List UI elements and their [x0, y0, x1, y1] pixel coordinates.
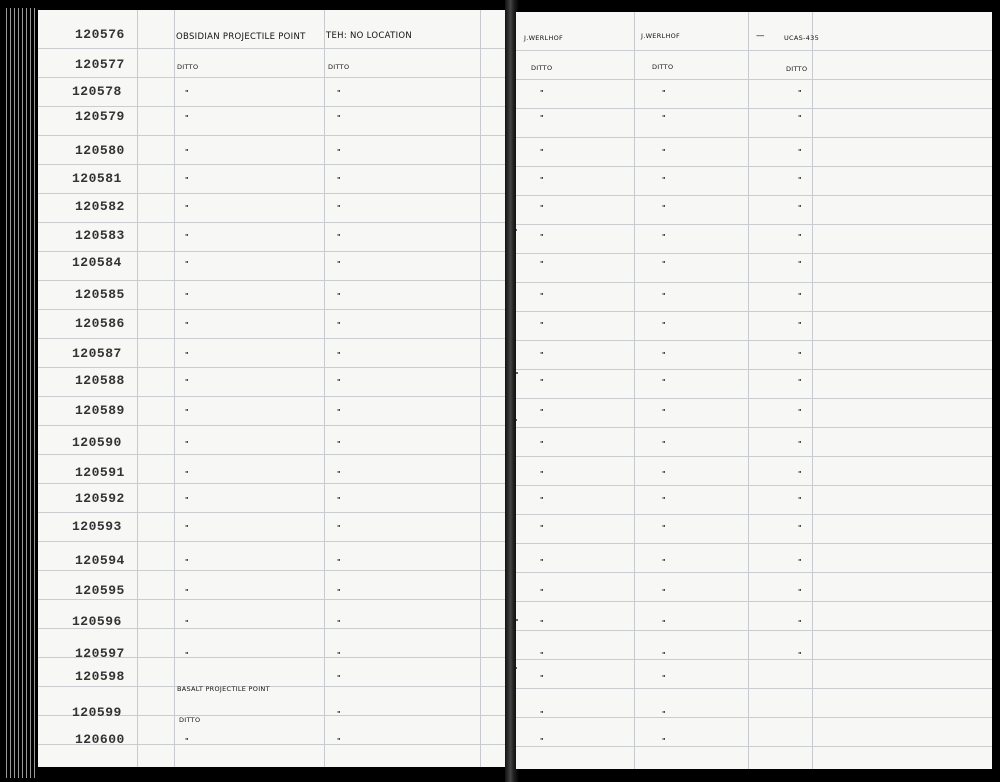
ditto-mark: "	[337, 651, 341, 659]
left-column-divider	[480, 10, 481, 767]
right-rule-line	[516, 543, 992, 544]
right-rule-line	[516, 688, 992, 689]
ditto-mark: "	[337, 470, 341, 478]
left-ledger-page	[38, 10, 512, 767]
catalog-number: 120579	[75, 109, 125, 124]
left-column-divider	[174, 10, 175, 767]
right-rule-line	[516, 79, 992, 80]
dash: —	[756, 31, 765, 41]
ditto-mark: "	[185, 558, 189, 566]
locality: DITTO	[328, 63, 350, 71]
ditto-mark: "	[185, 292, 189, 300]
catalog-number: 120594	[75, 553, 125, 568]
right-rule-line	[516, 601, 992, 602]
ditto-mark: "	[337, 440, 341, 448]
left-rule-line	[38, 251, 512, 252]
ditto-mark: "	[662, 260, 666, 268]
ditto-mark: "	[185, 588, 189, 596]
right-rule-line	[516, 746, 992, 747]
ink-speck	[516, 372, 518, 374]
ditto-mark: "	[662, 176, 666, 184]
left-rule-line	[38, 599, 512, 600]
left-rule-line	[38, 48, 512, 49]
ditto-mark: "	[662, 89, 666, 97]
ditto-mark: "	[662, 321, 666, 329]
catalog-number: 120578	[72, 84, 122, 99]
ink-speck	[516, 667, 517, 669]
ditto-mark: "	[662, 588, 666, 596]
ditto-mark: "	[185, 470, 189, 478]
ditto-mark: "	[540, 176, 544, 184]
ditto-mark: "	[185, 260, 189, 268]
catalog-number: 120598	[75, 669, 125, 684]
left-rule-line	[38, 309, 512, 310]
right-rule-line	[516, 398, 992, 399]
catalog-number: 120592	[75, 491, 125, 506]
right-rule-line	[516, 311, 992, 312]
ditto-mark: "	[662, 351, 666, 359]
catalog-number: 120577	[75, 57, 125, 72]
ink-speck	[516, 619, 518, 621]
ditto-mark: "	[540, 89, 544, 97]
ditto-mark: "	[798, 292, 802, 300]
left-rule-line	[38, 541, 512, 542]
right-rule-line	[516, 485, 992, 486]
ditto-mark: "	[540, 619, 544, 627]
catalog-number: 120596	[72, 614, 122, 629]
catalog-number: 120584	[72, 255, 122, 270]
catalog-number: 120593	[72, 519, 122, 534]
ditto-mark: "	[798, 114, 802, 122]
left-rule-line	[38, 193, 512, 194]
ditto-mark: "	[185, 440, 189, 448]
ditto-mark: "	[662, 524, 666, 532]
ditto-mark: "	[540, 114, 544, 122]
ditto-mark: "	[337, 114, 341, 122]
ditto-mark: "	[540, 588, 544, 596]
ditto-mark: "	[337, 378, 341, 386]
ditto-mark: "	[337, 292, 341, 300]
right-rule-line	[516, 166, 992, 167]
ditto-mark: "	[540, 440, 544, 448]
ditto-mark: "	[185, 408, 189, 416]
ditto-mark: "	[662, 440, 666, 448]
ditto-mark: "	[662, 470, 666, 478]
ditto-mark: "	[337, 710, 341, 718]
catalog-number: 120591	[75, 465, 125, 480]
left-rule-line	[38, 512, 512, 513]
left-rule-line	[38, 135, 512, 136]
ditto-mark: "	[662, 674, 666, 682]
right-column-divider	[634, 12, 635, 769]
ditto-mark: "	[798, 260, 802, 268]
right-rule-line	[516, 659, 992, 660]
ditto-mark: "	[185, 619, 189, 627]
ditto-mark: "	[662, 148, 666, 156]
ditto-mark: "	[185, 496, 189, 504]
ditto-mark: "	[798, 148, 802, 156]
catalog-number: 120590	[72, 435, 122, 450]
catalog-number: 120585	[75, 287, 125, 302]
ditto-mark: "	[662, 292, 666, 300]
ditto-mark: "	[540, 233, 544, 241]
ditto-mark: "	[185, 651, 189, 659]
ditto-mark: "	[337, 233, 341, 241]
ditto-mark: "	[185, 351, 189, 359]
ditto-mark: "	[662, 114, 666, 122]
ink-speck	[516, 229, 517, 231]
ditto-mark: "	[185, 148, 189, 156]
ditto-mark: "	[337, 737, 341, 745]
right-rule-line	[516, 340, 992, 341]
collector: DITTO	[531, 64, 553, 72]
ditto-mark: "	[798, 588, 802, 596]
ditto-mark: "	[337, 558, 341, 566]
left-rule-line	[38, 222, 512, 223]
ditto-mark: "	[337, 204, 341, 212]
ditto-mark: "	[185, 114, 189, 122]
ditto-mark: "	[337, 176, 341, 184]
left-rule-line	[38, 280, 512, 281]
ditto-mark: "	[185, 204, 189, 212]
catalog-number: 120580	[75, 143, 125, 158]
ditto-mark: "	[798, 496, 802, 504]
ditto-mark: "	[540, 351, 544, 359]
ditto-mark: "	[540, 710, 544, 718]
ditto-mark: "	[337, 260, 341, 268]
left-column-divider	[324, 10, 325, 767]
ditto-mark: "	[798, 233, 802, 241]
catalog-number: 120595	[75, 583, 125, 598]
ditto-mark: "	[540, 558, 544, 566]
object-description: DITTO	[177, 63, 199, 71]
accession-number: UCAS-435	[784, 34, 820, 42]
ditto-mark: "	[185, 378, 189, 386]
catalog-number: 120597	[75, 646, 125, 661]
right-rule-line	[516, 717, 992, 718]
left-rule-line	[38, 106, 512, 107]
right-rule-line	[516, 108, 992, 109]
right-rule-line	[516, 427, 992, 428]
ditto-mark: "	[798, 204, 802, 212]
ditto-mark: "	[337, 408, 341, 416]
ditto-mark: "	[337, 524, 341, 532]
ditto-mark: "	[540, 148, 544, 156]
ditto-mark: "	[662, 619, 666, 627]
left-column-divider	[137, 10, 138, 767]
ink-speck	[516, 419, 517, 421]
ditto-mark: "	[798, 558, 802, 566]
object-description: BASALT PROJECTILE POINT	[177, 685, 270, 693]
ditto-mark: "	[540, 470, 544, 478]
ditto-mark: "	[337, 148, 341, 156]
left-rule-line	[38, 367, 512, 368]
ditto-mark: "	[662, 651, 666, 659]
right-rule-line	[516, 572, 992, 573]
ditto-mark: "	[798, 651, 802, 659]
ditto-mark: "	[337, 674, 341, 682]
right-rule-line	[516, 514, 992, 515]
ditto-mark: "	[662, 710, 666, 718]
right-rule-line	[516, 630, 992, 631]
right-rule-line	[516, 369, 992, 370]
left-rule-line	[38, 425, 512, 426]
catalog-number: 120587	[72, 346, 122, 361]
ditto-mark: "	[798, 89, 802, 97]
ditto-mark: "	[798, 619, 802, 627]
ditto-mark: "	[798, 408, 802, 416]
ditto-mark: "	[798, 378, 802, 386]
ditto-mark: "	[540, 292, 544, 300]
ditto-mark: "	[798, 440, 802, 448]
ditto-mark: "	[798, 176, 802, 184]
right-rule-line	[516, 50, 992, 51]
right-ledger-page	[516, 12, 992, 769]
left-rule-line	[38, 396, 512, 397]
donor: J.WERLHOF	[641, 32, 681, 40]
ditto-mark: "	[185, 89, 189, 97]
right-rule-line	[516, 456, 992, 457]
catalog-number: 120583	[75, 228, 125, 243]
ditto-mark: "	[337, 321, 341, 329]
ditto-mark: "	[337, 496, 341, 504]
locality: TEH: NO LOCATION	[326, 31, 413, 41]
right-column-divider	[748, 12, 749, 769]
ditto-mark: "	[662, 737, 666, 745]
collector: J.WERLHOF	[524, 34, 564, 42]
right-column-divider	[812, 12, 813, 769]
left-rule-line	[38, 483, 512, 484]
catalog-number: 120586	[75, 316, 125, 331]
ditto-mark: "	[540, 524, 544, 532]
right-rule-line	[516, 253, 992, 254]
left-rule-line	[38, 77, 512, 78]
catalog-number: 120582	[75, 199, 125, 214]
ditto-mark: "	[798, 524, 802, 532]
ditto-mark: "	[798, 321, 802, 329]
object-description: OBSIDIAN PROJECTILE POINT	[176, 32, 306, 42]
ditto-mark: "	[662, 408, 666, 416]
ditto-mark: "	[662, 496, 666, 504]
ditto-mark: "	[540, 204, 544, 212]
catalog-number: 120589	[75, 403, 125, 418]
ditto-mark: "	[185, 176, 189, 184]
ditto-mark: "	[540, 651, 544, 659]
ditto-mark: "	[662, 233, 666, 241]
left-rule-line	[38, 338, 512, 339]
left-rule-line	[38, 454, 512, 455]
right-rule-line	[516, 195, 992, 196]
left-rule-line	[38, 164, 512, 165]
page-edges	[0, 8, 40, 778]
ditto-mark: "	[185, 524, 189, 532]
ditto-mark: "	[662, 204, 666, 212]
ditto-mark: "	[185, 233, 189, 241]
catalog-number: 120581	[72, 171, 122, 186]
catalog-number: 120576	[75, 27, 125, 42]
catalog-number: 120588	[75, 373, 125, 388]
ditto-mark: "	[337, 351, 341, 359]
left-rule-line	[38, 570, 512, 571]
ditto-mark: "	[662, 378, 666, 386]
ditto-mark: "	[798, 470, 802, 478]
right-rule-line	[516, 282, 992, 283]
ditto-mark: "	[540, 321, 544, 329]
donor: DITTO	[652, 63, 674, 71]
ditto-mark: "	[337, 89, 341, 97]
object-description: DITTO	[179, 716, 201, 724]
ditto-mark: "	[185, 321, 189, 329]
ditto-mark: "	[540, 408, 544, 416]
ditto-mark: "	[540, 737, 544, 745]
left-rule-line	[38, 686, 512, 687]
right-rule-line	[516, 224, 992, 225]
catalog-number: 120599	[72, 705, 122, 720]
ditto-mark: "	[540, 496, 544, 504]
ditto-mark: "	[798, 351, 802, 359]
catalog-number: 120600	[75, 732, 125, 747]
ditto-mark: "	[540, 260, 544, 268]
ditto-mark: "	[185, 737, 189, 745]
ditto-mark: "	[540, 674, 544, 682]
accession-number: DITTO	[786, 65, 808, 73]
ditto-mark: "	[337, 619, 341, 627]
ditto-mark: "	[540, 378, 544, 386]
ditto-mark: "	[662, 558, 666, 566]
right-rule-line	[516, 137, 992, 138]
ditto-mark: "	[337, 588, 341, 596]
